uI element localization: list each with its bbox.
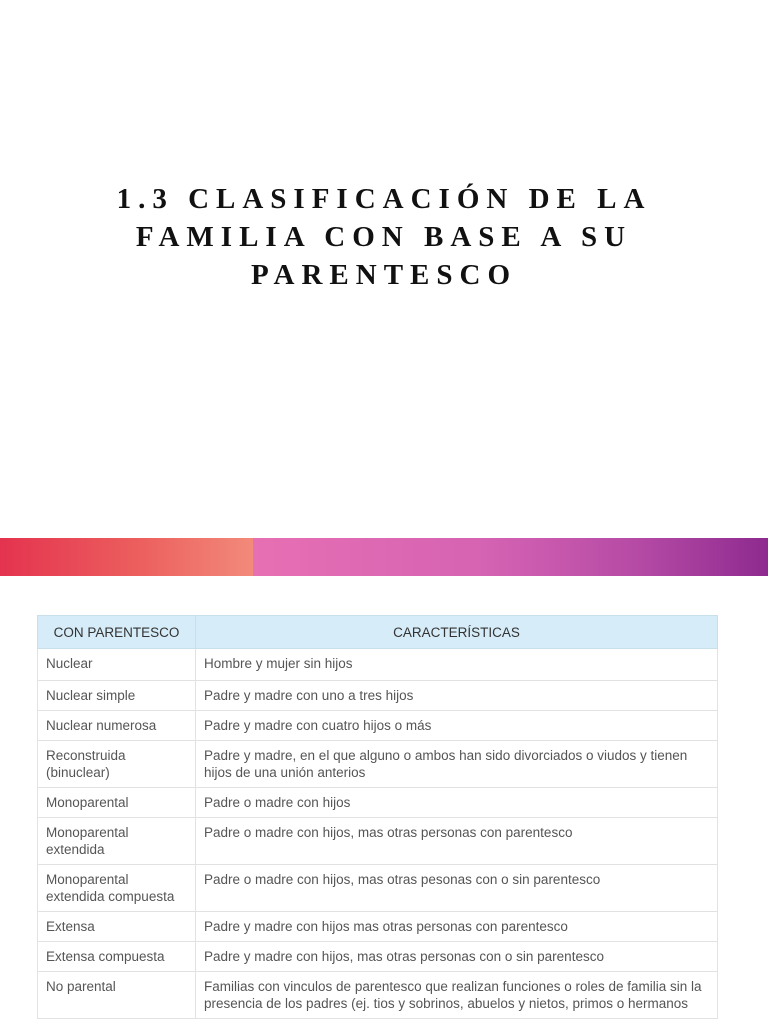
characteristics-cell: Padre y madre con hijos, mas otras personas con o sin parentesco (196, 942, 718, 972)
decorative-color-band (0, 538, 768, 576)
family-type-cell: Reconstruida (binuclear) (38, 741, 196, 788)
family-type-cell: Nuclear (38, 649, 196, 681)
family-type-cell: No parental (38, 972, 196, 1019)
table-row (38, 912, 718, 942)
table-row (38, 741, 718, 788)
family-type-cell: Nuclear simple (38, 681, 196, 711)
table-row (38, 649, 718, 681)
table-row (38, 818, 718, 865)
title-line-2: FAMILIA CON BASE A SU (135, 221, 633, 253)
title-line-3: PARENTESCO (250, 259, 518, 291)
column-header-characteristics: CARACTERÍSTICAS (196, 616, 718, 649)
family-type-cell: Extensa (38, 912, 196, 942)
family-type-cell: Monoparental extendida (38, 818, 196, 865)
characteristics-cell: Hombre y mujer sin hijos (196, 649, 718, 681)
table-row (38, 942, 718, 972)
title-line-1: 1.3 CLASIFICACIÓN DE LA (116, 183, 652, 215)
band-right-segment (253, 538, 768, 576)
family-type-cell: Nuclear numerosa (38, 711, 196, 741)
characteristics-cell: Padre y madre con hijos mas otras personas con parentesco (196, 912, 718, 942)
band-left-segment (0, 538, 253, 576)
characteristics-cell: Padre y madre con cuatro hijos o más (196, 711, 718, 741)
table-row (38, 711, 718, 741)
characteristics-cell: Padre y madre, en el que alguno o ambos han sido divorciados o viudos y tienen hijos de una unión anterios (196, 741, 718, 788)
table-row (38, 972, 718, 1019)
characteristics-cell: Padre y madre con uno a tres hijos (196, 681, 718, 711)
characteristics-cell: Padre o madre con hijos (196, 788, 718, 818)
family-type-cell: Extensa compuesta (38, 942, 196, 972)
family-type-cell: Monoparental (38, 788, 196, 818)
table-header-row (38, 616, 718, 649)
classification-table-container (37, 615, 717, 1019)
slide-title (60, 180, 708, 294)
characteristics-cell: Padre o madre con hijos, mas otras personas con parentesco (196, 818, 718, 865)
characteristics-cell: Familias con vinculos de parentesco que realizan funciones o roles de familia sin la presencia de los padres (ej. tios y sobrinos, abuelos y nietos, primos o hermanos (196, 972, 718, 1019)
family-type-cell: Monoparental extendida compuesta (38, 865, 196, 912)
classification-table (37, 615, 718, 1019)
table-row (38, 681, 718, 711)
table-row (38, 865, 718, 912)
characteristics-cell: Padre o madre con hijos, mas otras pesonas con o sin parentesco (196, 865, 718, 912)
table-row (38, 788, 718, 818)
column-header-type: CON PARENTESCO (38, 616, 196, 649)
